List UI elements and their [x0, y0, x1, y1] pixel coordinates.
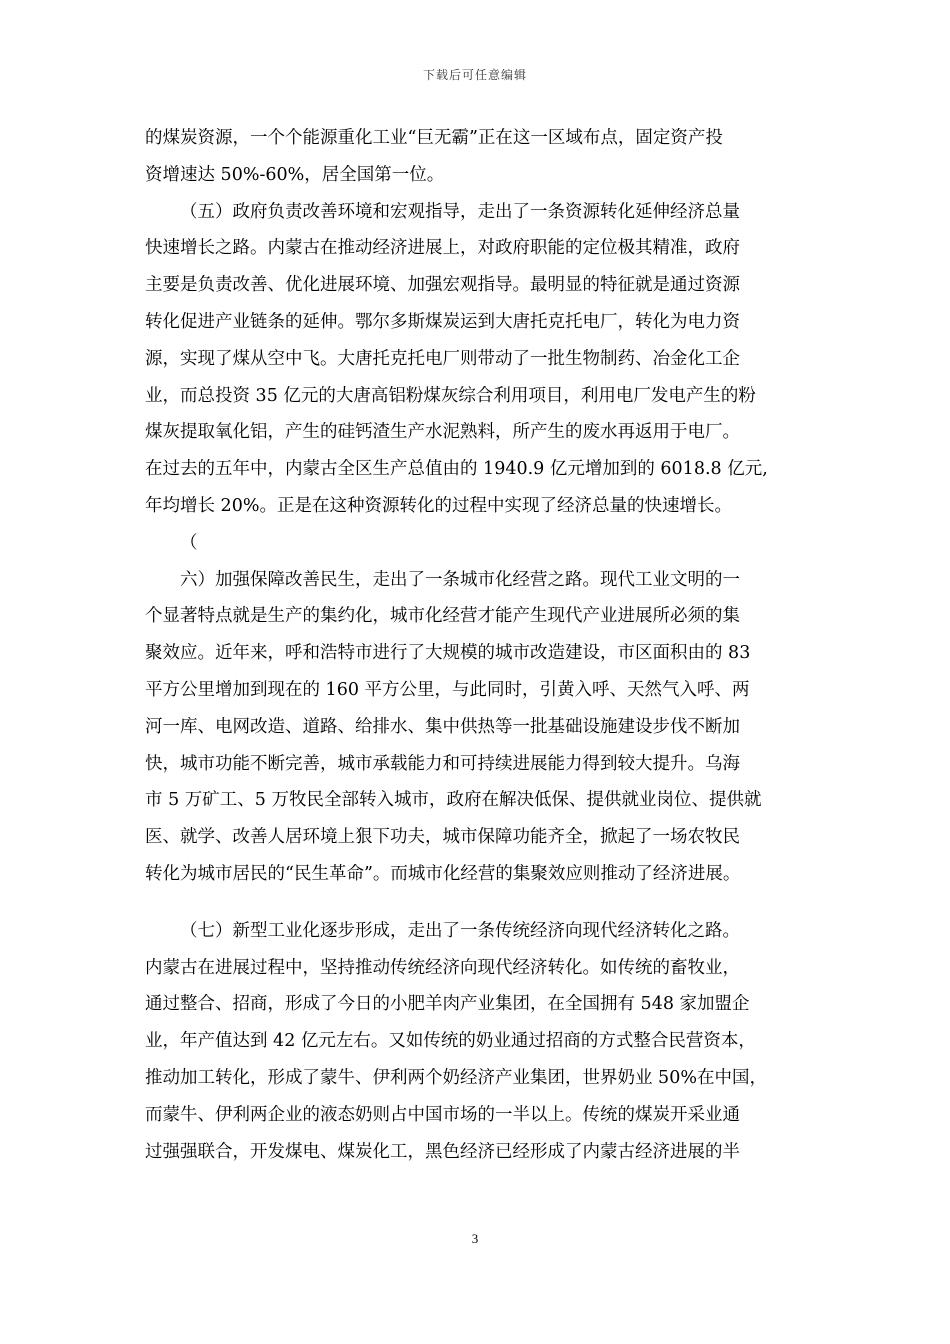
text-line: （五）政府负责改善环境和宏观指导，走出了一条资源转化延伸经济总量	[180, 201, 740, 222]
text-line: 业，而总投资 35 亿元的大唐高铝粉煤灰综合利用项目，利用电厂发电产生的粉	[145, 385, 756, 406]
text-line: 通过整合、招商，形成了今日的小肥羊肉产业集团，在全国拥有 548 家加盟企	[145, 994, 750, 1015]
text-line: 转化为城市居民的“民生革命”。而城市化经营的集聚效应则推动了经济进展。	[145, 863, 741, 884]
text-line: 平方公里增加到现在的 160 平方公里，与此同时，引黄入呼、天然气入呼、两	[145, 679, 750, 700]
text-line: 个显著特点就是生产的集约化，城市化经营才能产生现代产业进展所必须的集	[145, 606, 740, 627]
text-line: 快速增长之路。内蒙古在推动经济进展上，对政府职能的定位极其精准，政府	[145, 238, 740, 259]
document-body	[145, 120, 815, 1170]
text-line: 的煤炭资源，一个个能源重化工业“巨无霸”正在这一区域布点，固定资产投	[145, 128, 723, 148]
text-line: 市 5 万矿工、5 万牧民全部转入城市，政府在解决低保、提供就业岗位、提供就	[145, 790, 762, 811]
text-line: 快，城市功能不断完善，城市承载能力和可持续进展能力得到较大提升。乌海	[145, 753, 740, 774]
text-line: 年均增长 20%。正是在这种资源转化的过程中实现了经济总量的快速增长。	[145, 495, 732, 516]
text-line: 主要是负责改善、优化进展环境、加强宏观指导。最明显的特征就是通过资源	[145, 275, 740, 296]
text-line: （七）新型工业化逐步形成，走出了一条传统经济向现代经济转化之路。	[180, 920, 740, 941]
text-line: 过强强联合，开发煤电、煤炭化工，黑色经济已经形成了内蒙古经济进展的半	[145, 1141, 740, 1162]
text-line: 资增速达 50%-60%，居全国第一位。	[145, 164, 445, 185]
text-line: 在过去的五年中，内蒙古全区生产总值由的 1940.9 亿元增加到的 6018.8 亿元,	[145, 459, 768, 480]
text-line: 医、就学、改善人居环境上狠下功夫，城市保障功能齐全，掀起了一场农牧民	[145, 827, 740, 848]
text-line: 煤灰提取氧化铝，产生的硅钙渣生产水泥熟料，所产生的废水再返用于电厂。	[145, 422, 740, 443]
text-line: 而蒙牛、伊利两企业的液态奶则占中国市场的一半以上。传统的煤炭开采业通	[145, 1104, 740, 1125]
text-line: 六）加强保障改善民生，走出了一条城市化经营之路。现代工业文明的一	[180, 569, 740, 590]
text-line: 源，实现了煤从空中飞。大唐托克托电厂则带动了一批生物制药、冶金化工企	[145, 348, 740, 369]
paragraph-gap	[145, 893, 815, 913]
text-line: 聚效应。近年来，呼和浩特市进行了大规模的城市改造建设，市区面积由的 83	[145, 643, 751, 664]
text-line: 业，年产值达到 42 亿元左右。又如传统的奶业通过招商的方式整合民营资本，	[145, 1031, 756, 1052]
text-line: 推动加工转化，形成了蒙牛、伊利两个奶经济产业集团，世界奶业 50%在中国，	[145, 1067, 767, 1088]
text-line: 内蒙古在进展过程中，坚持推动传统经济向现代经济转化。如传统的畜牧业，	[145, 957, 740, 978]
page-number: 3	[471, 1231, 479, 1246]
text-line: （	[180, 532, 198, 553]
text-line: 转化促进产业链条的延伸。鄂尔多斯煤炭运到大唐托克托电厂，转化为电力资	[145, 311, 740, 332]
page-header: 下载后可任意编辑	[422, 68, 527, 82]
text-line: 河一库、电网改造、道路、给排水、集中供热等一批基础设施建设步伐不断加	[145, 716, 740, 737]
